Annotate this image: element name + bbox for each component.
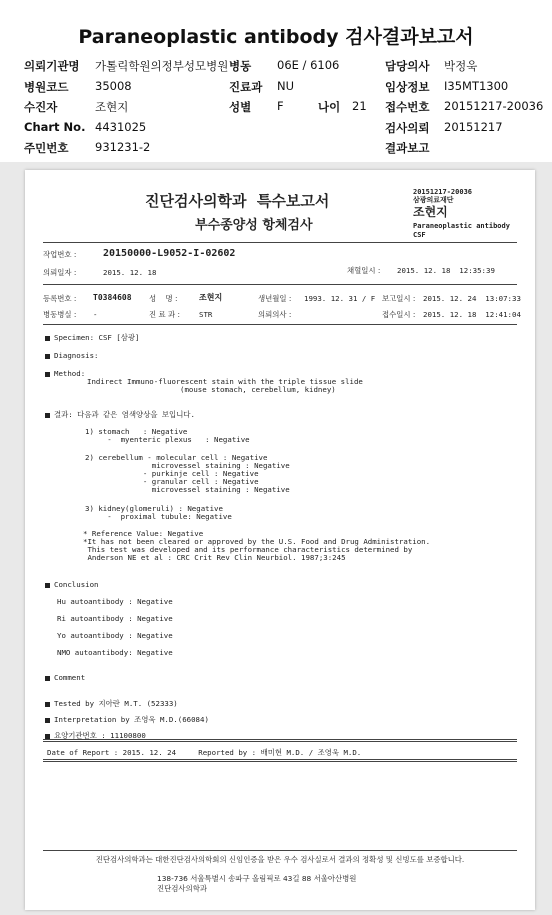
value-clinical-info: I35MT1300: [444, 79, 509, 93]
method-detail-1: Indirect Immuno-fluorescent stain with the triple tissue slide: [87, 377, 363, 386]
name-label: 성 명 :: [149, 294, 178, 303]
tested-by: Tested by 지아란 M.T. (52333): [54, 699, 178, 708]
birth-value: 1993. 12. 31 / F: [304, 294, 376, 303]
result-line: 3) kidney(glomeruli) : Negative: [85, 504, 223, 513]
label-clinical-info: 임상정보: [385, 80, 430, 94]
divider: [43, 284, 517, 285]
result-line: - granular cell : Negative: [85, 477, 259, 486]
value-doctor: 박정욱: [444, 59, 478, 73]
report-subtitle: 부수종양성 항체검사: [195, 218, 313, 233]
label-requesting-institution: 의뢰기관명: [24, 59, 80, 73]
result-line: microvessel staining : Negative: [85, 461, 290, 470]
label-department: 진료과: [229, 80, 263, 94]
divider: [43, 324, 517, 325]
header-title: Paraneoplastic antibody 검사결과보고서: [78, 26, 474, 48]
footer-certification: 진단검사의학과는 대한진단검사의학회의 신임인증을 받은 우수 검사실로서 결과의 정확성 및 신빙도를 보증합니다.: [95, 855, 465, 864]
result-head: 결과: 다음과 같은 염색양상을 보입니다.: [54, 410, 195, 419]
double-divider: [43, 759, 517, 762]
note-line: * Reference Value: Negative: [83, 529, 204, 538]
label-hospital-code: 병원코드: [24, 80, 69, 94]
ward-value: -: [93, 310, 98, 319]
reg-no: T0384608: [93, 293, 132, 302]
footer-department: 진단검사의학과: [157, 884, 207, 893]
divider: [43, 850, 517, 851]
collect-value: 2015. 12. 18 12:35:39: [397, 266, 495, 275]
value-test-request: 20151217: [444, 120, 503, 134]
value-ward: 06E / 6106: [277, 58, 340, 72]
interpretation-by: Interpretation by 조영욱 M.D.(66084): [54, 715, 209, 724]
value-hospital-code: 35008: [95, 79, 132, 93]
collect-label: 채혈일시 :: [347, 266, 381, 275]
divider: [43, 242, 517, 243]
footer-address: 138-736 서울특별시 송파구 올림픽로 43길 88 서울아산병원: [157, 874, 357, 883]
institution-no: 요양기관번호 : 11100800: [54, 731, 146, 740]
specimen-line: Specimen: CSF [삼광]: [54, 333, 140, 342]
label-receipt-no: 접수번호: [385, 100, 430, 114]
stamp-number: 20151217-20036: [413, 188, 473, 196]
stamp-specimen: CSF: [413, 231, 426, 239]
diagnosis-line: Diagnosis:: [54, 351, 99, 360]
label-patient: 수진자: [24, 100, 58, 114]
stamp-test: Paraneoplastic antibody: [413, 222, 510, 230]
label-chart-no: Chart No.: [24, 120, 86, 134]
doctor-label: 의뢰의사 :: [258, 310, 292, 319]
conclusion-head: Conclusion: [54, 580, 99, 589]
reg-label: 등록번호 :: [43, 294, 77, 303]
result-line: - purkinje cell : Negative: [85, 469, 259, 478]
patient-name: 조현지: [199, 293, 223, 302]
conclusion-line: Ri autoantibody : Negative: [57, 614, 173, 623]
result-line: microvessel staining : Negative: [85, 485, 290, 494]
label-sex: 성별: [229, 100, 252, 114]
request-date-label: 의뢰일자 :: [43, 268, 77, 277]
value-patient: 조현지: [95, 100, 129, 114]
work-no-label: 작업번호 :: [43, 250, 77, 259]
receipt-value: 2015. 12. 18 12:41:04: [423, 310, 521, 319]
value-department: NU: [277, 79, 295, 93]
report-title: 진단검사의학과 특수보고서: [145, 192, 330, 210]
report-time-label: 보고일시 :: [382, 294, 416, 303]
stamp-name: 조현지: [413, 205, 448, 219]
method-detail-2: (mouse stomach, cerebellum, kidney): [180, 385, 336, 394]
method-line: Method:: [54, 369, 86, 378]
label-test-request: 검사의뢰: [385, 121, 430, 135]
report-header-panel: [0, 0, 552, 162]
label-ward: 병동: [229, 59, 252, 73]
receipt-label: 접수일시 :: [382, 310, 416, 319]
value-age: 21: [352, 99, 367, 113]
label-resident-no: 주민번호: [24, 141, 69, 155]
value-chart-no: 4431025: [95, 120, 147, 134]
label-doctor: 담당의사: [385, 59, 430, 73]
conclusion-line: Yo autoantibody : Negative: [57, 631, 173, 640]
label-result-report: 결과보고: [385, 141, 430, 155]
value-receipt-no: 20151217-20036: [444, 99, 544, 113]
value-sex: F: [277, 99, 284, 113]
request-date: 2015. 12. 18: [103, 268, 157, 277]
double-divider: [43, 739, 517, 742]
result-line: - myenteric plexus : Negative: [85, 435, 250, 444]
dept-value: STR: [199, 310, 213, 319]
result-line: - proximal tubule: Negative: [85, 512, 232, 521]
result-line: 1) stomach : Negative: [85, 427, 188, 436]
note-line: Anderson NE et al : CRC Crit Rev Clin Neurbiol. 1987;3:245: [83, 553, 346, 562]
label-age: 나이: [318, 100, 341, 114]
date-of-report: Date of Report : 2015. 12. 24 Reported by : 배미현 M.D. / 조영욱 M.D.: [47, 748, 362, 757]
value-resident-no: 931231-2: [95, 140, 151, 154]
comment-head: Comment: [54, 673, 86, 682]
conclusion-line: Hu autoantibody : Negative: [57, 597, 173, 606]
report-time: 2015. 12. 24 13:07:33: [423, 294, 521, 303]
conclusion-line: NMO autoantibody: Negative: [57, 648, 173, 657]
dept-label: 진 료 과 :: [149, 310, 180, 319]
scanned-report-page: [25, 170, 535, 910]
note-line: This test was developed and its performance characteristics determined by: [83, 545, 413, 554]
birth-label: 생년월일 :: [258, 294, 292, 303]
value-requesting-institution: 가톨릭학원의정부성모병원: [95, 59, 229, 73]
stamp-org: 삼광의료재단: [413, 196, 454, 204]
work-no: 20150000-L9052-I-02602: [103, 248, 236, 259]
ward-label: 병동병실 :: [43, 310, 77, 319]
note-line: *It has not been cleared or approved by the U.S. Food and Drug Administration.: [83, 537, 431, 546]
result-line: 2) cerebellum - molecular cell : Negative: [85, 453, 268, 462]
